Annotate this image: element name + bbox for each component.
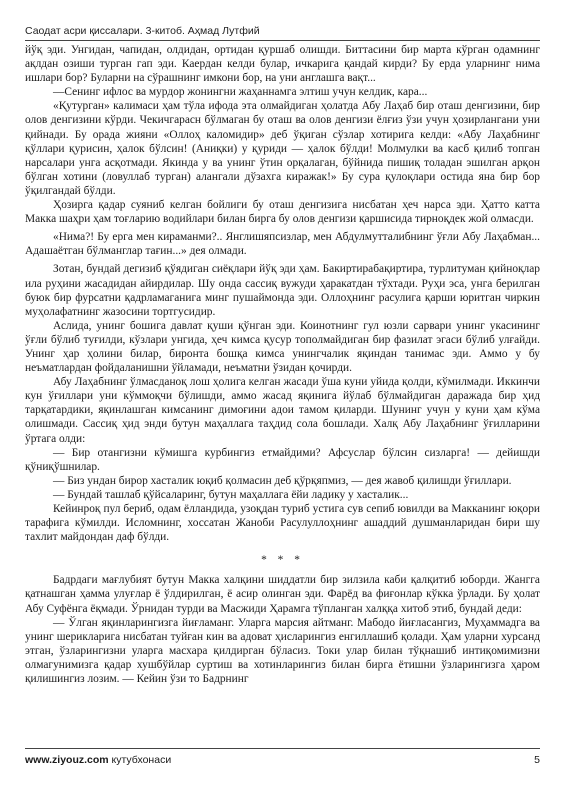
- footer-source: [25, 754, 171, 766]
- footer-suffix: кутубхонаси: [108, 754, 172, 766]
- paragraph: Ҳозирга қадар суяниб келган бойлиги бу оташ денгизига нисбатан ҳеч нарса эди. Ҳатто катта Макка шаҳри ҳам тоғларию водийлари билан бирга бу олов денгизи қаршисида тирноқдек жой олмасди.: [25, 199, 540, 226]
- paragraph: Бадрдаги мағлубият бутун Макка халқини шиддатли бир зилзила каби қалқитиб юборди. Жангга қатнашган ҳамма улуғлар ё ўлдирилган, ё асир олинган эди. Фарёд ва фиғонлар кўкка ўрлади. Бу ҳолат Абу Суфёнга ёқмади. Ўрнидан турди ва Масжиди Ҳарамга тўпланган халққа хитоб этиб, бундай деди:: [25, 574, 540, 615]
- paragraph: —Сенинг ифлос ва мурдор жонингни жаҳаннамга элтиш учун келдик, кара...: [53, 86, 428, 99]
- paragraph: «Нима?! Бу ерга мен кираманми?.. Янглишяпсизлар, мен Абдулмутталибнинг ўғли Абу Лаҳабман... Адашаётган бўлманглар тағин...» дея олмади.: [25, 231, 540, 258]
- page-footer: [25, 748, 540, 766]
- running-header: [25, 25, 540, 41]
- book-title: Саодат асри қиссалари. 3-китоб. Аҳмад Лутфий: [25, 25, 260, 37]
- paragraph: — Бир отангизни кўмишга курбингиз етмайдими? Афсуслар бўлсин сизларга! — дейишди қўниқўшнилар.: [25, 446, 540, 473]
- paragraph: Зотан, бундай дегизиб қўядиган сиёқлари йўқ эди ҳам. Бакиртирабақиртира, турлитуман қийноқлар ила руҳини жасадидан айирдилар. Шу онда сассиқ вужуди ҳаракатдан тўхтади. Руҳи эса, унга берилган буюк бир фурсатни қадрламаганига минг пушаймонда эди. Оллоҳнинг расулига қарши юритган чиркин муҳолафатнинг жазосини тортгусидир.: [25, 263, 540, 318]
- page-body: [25, 43, 540, 686]
- paragraph: Аслида, унинг бошига давлат қуши қўнган эди. Коинотнинг гул юзли сарвари унинг укасининг ўғли бўлиб туғилди, кўзлари унгида, ҳеч кимса қусур тополмайдиган бир фазилат эгаси бўлиб улғайди. Унинг ҳар ҳолини билар, биронта бошқа кимса унингчалик яқиндан танимас эди. Аммо у бу неъматлардан фойдаланишни ўйламади, неъматни ўзидан қочирди.: [25, 319, 540, 375]
- paragraph: Абу Лаҳабнинг ўлмасданоқ лош ҳолига келган жасади ўша куни уйида қолди, кўмилмади. Иккинчи кун ўғиллари уни кўммоқчи бўлишди, аммо жасад яқинига йўлаб бўлмайдиган даражада бир ҳид тарқатардики, яқинлашган кимсанинг димоғини адои тамом қиларди. Шунинг учун у куни ҳам кўма олишмади. Сассиқ ҳид энди бутун маҳаллага таҳдид сола бошлади. Халқ Абу Лаҳабнинг ўғилларини ўртага олди:: [25, 376, 540, 445]
- paragraph: Кейинроқ пул бериб, одам ёлландида, узоқдан туриб устига сув сепиб ювилди ва Макканинг юқори тарафига кўмилди. Исломнинг, хоссатан Жаноби Расулуллоҳнинг ашаддий душманларидан бири шу тахлит майдондан даф бўлди.: [25, 503, 540, 544]
- paragraph: — Ўлган яқинларингизга йиғламанг. Уларга марсия айтманг. Мабодо йиғласангиз, Муҳаммадга ва унинг шерикларига нисбатан туйған кин ва адоват ҳисларингиз енгиллашиб қолади. Ҳам уларни хурсанд этган, ўзларингизни уларга масхара қилдирган бўласиз. Токи улар билан тўқнашиб интиқомимизни олмагунимизга қадар хушбўйлар суртиш ва хотинларингиз билан бирга ётишни ўзларингизга ҳаром қилишингиз лозим. — Кейин ўзи то Бадрнинг: [25, 616, 540, 686]
- paragraph: йўқ эди. Унгидан, чапидан, олдидан, ортидан қуршаб олишди. Биттасини бир марта кўрган одамнинг ақлдан озиши турган гап эди. Каердан келди булар, ичкарига қандай кирди? Бу ерда уларнинг нима ишлари бор? Буларни на сўрашнинг имкони бор, на уни англашга вақт...: [25, 44, 540, 85]
- paragraph: — Бундай ташлаб қўйсаларинг, бутун маҳаллага ёйи ладику у хасталик...: [53, 488, 409, 501]
- section-separator: * * *: [261, 554, 304, 567]
- page-number: 5: [534, 754, 540, 766]
- paragraph: — Биз ундан бирор хасталик юқиб қолмасин деб қўрқяпмиз, — дея жавоб қилишди ўғиллари.: [53, 474, 512, 487]
- site-link[interactable]: www.ziyouz.com: [25, 754, 109, 766]
- paragraph: «Қутурган» калимаси ҳам тўла ифода эта олмайдиган ҳолатда Абу Лаҳаб бир оташ денгизини, бир олов денгизини кўрди. Чекичгарасн бўлмаган бу оташ ва олов денгизи ёлғиз ўзи учун ҳозирлангани уни қийнади. Бу орада жияни «Оллоҳ каломидир» деб ўқиган сўзлар хотирига келди: «Абу Лаҳабнинг қўллари қурисин, ҳалок бўлсин! (Аниқки) у қуриди — ҳалок бўлди! Молмулки ва касб қилиб топган нарсалари унга асқотмади. Якинда у ва унинг ўтин орқалаган, бўйнида пишиқ толадан эшилган арқон бўлган хотини (ловуллаб турган) алангали дўзахга киражак!» Бу сура қулоқлари остида яна бир бор ўқилгандай бўлди.: [25, 100, 540, 197]
